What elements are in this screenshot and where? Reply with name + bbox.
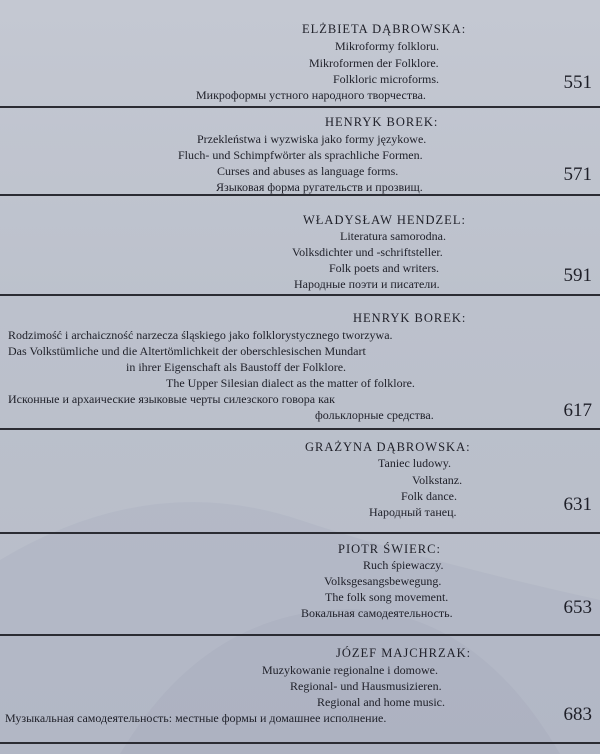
entry-page-number: 683 bbox=[563, 704, 592, 725]
entry-title-en: Folk dance. bbox=[401, 489, 457, 503]
toc-entry bbox=[0, 0, 600, 108]
toc-entry bbox=[0, 196, 600, 296]
entry-title-de-cont: in ihrer Eigenschaft als Baustoff der Folklore. bbox=[126, 360, 347, 374]
entry-title-en: Folk poets and writers. bbox=[329, 261, 439, 275]
toc-entry bbox=[0, 430, 600, 534]
entry-title-en: Regional and home music. bbox=[317, 695, 445, 709]
entry-page-number: 631 bbox=[563, 494, 592, 515]
entry-title-ru: Исконные и архаические языковые черты силезского говора как bbox=[8, 392, 335, 406]
entry-page-number: 571 bbox=[563, 164, 592, 185]
entry-title-pl: Literatura samorodna. bbox=[340, 229, 446, 243]
entry-author: HENRYK BOREK: bbox=[353, 311, 467, 325]
toc-entry bbox=[0, 296, 600, 430]
entry-title-ru: Микроформы устного народного творчества. bbox=[196, 88, 426, 102]
entry-title-en: The Upper Silesian dialect as the matter of folklore. bbox=[166, 376, 415, 390]
entry-title-de: Volksdichter und -schriftsteller. bbox=[292, 245, 443, 259]
entry-page-number: 653 bbox=[563, 597, 592, 618]
toc-entry bbox=[0, 108, 600, 196]
entry-title-de: Regional- und Hausmusizieren. bbox=[290, 679, 442, 693]
entry-title-de: Volkstanz. bbox=[412, 473, 463, 487]
entry-author: ELŻBIETA DĄBROWSKA: bbox=[302, 22, 467, 36]
entry-page-number: 617 bbox=[563, 400, 592, 421]
entry-title-de: Fluch- und Schimpfwörter als sprachliche Formen. bbox=[178, 148, 423, 162]
entry-title-ru: Народные поэти и писатели. bbox=[294, 277, 440, 291]
entry-title-ru-cont: фольклорные средства. bbox=[315, 408, 434, 422]
toc-entry bbox=[0, 534, 600, 636]
entry-title-de: Das Volkstümliche und die Altertömlichkeit der oberschlesischen Mundart bbox=[8, 344, 366, 358]
entry-author: WŁADYSŁAW HENDZEL: bbox=[303, 213, 466, 227]
entry-title-pl: Ruch śpiewaczy. bbox=[363, 558, 444, 572]
entry-title-ru: Языковая форма ругательств и прозвищ. bbox=[216, 180, 423, 194]
entry-title-pl: Przekleństwa i wyzwiska jako formy językowe. bbox=[197, 132, 427, 146]
entry-title-de: Volksgesangsbewegung. bbox=[324, 574, 442, 588]
entry-page-number: 551 bbox=[563, 72, 592, 93]
entry-title-en: Curses and abuses as language forms. bbox=[217, 164, 399, 178]
entry-title-ru: Вокальная самодеятельность. bbox=[301, 606, 453, 620]
entry-title-ru: Музыкальная самодеятельность: местные формы и домашнее исполнение. bbox=[5, 711, 387, 725]
entry-title-de: Mikroformen der Folklore. bbox=[309, 56, 439, 70]
entry-title-pl: Taniec ludowy. bbox=[378, 456, 452, 470]
toc-entry bbox=[0, 636, 600, 744]
entry-author: HENRYK BOREK: bbox=[325, 115, 439, 129]
entry-title-en: The folk song movement. bbox=[325, 590, 449, 604]
entry-title-en: Folkloric microforms. bbox=[333, 72, 439, 86]
entry-author: PIOTR ŚWIERC: bbox=[338, 542, 441, 556]
entry-author: JÓZEF MAJCHRZAK: bbox=[336, 646, 472, 660]
entry-author: GRAŻYNA DĄBROWSKA: bbox=[305, 440, 471, 454]
entry-title-pl: Rodzimość i archaiczność narzecza śląskiego jako folklorystycznego tworzywa. bbox=[8, 328, 393, 342]
entry-title-pl: Muzykowanie regionalne i domowe. bbox=[262, 663, 438, 677]
entry-title-ru: Народный танец. bbox=[369, 505, 457, 519]
entry-title-pl: Mikroformy folkloru. bbox=[335, 39, 439, 53]
entry-page-number: 591 bbox=[563, 265, 592, 286]
